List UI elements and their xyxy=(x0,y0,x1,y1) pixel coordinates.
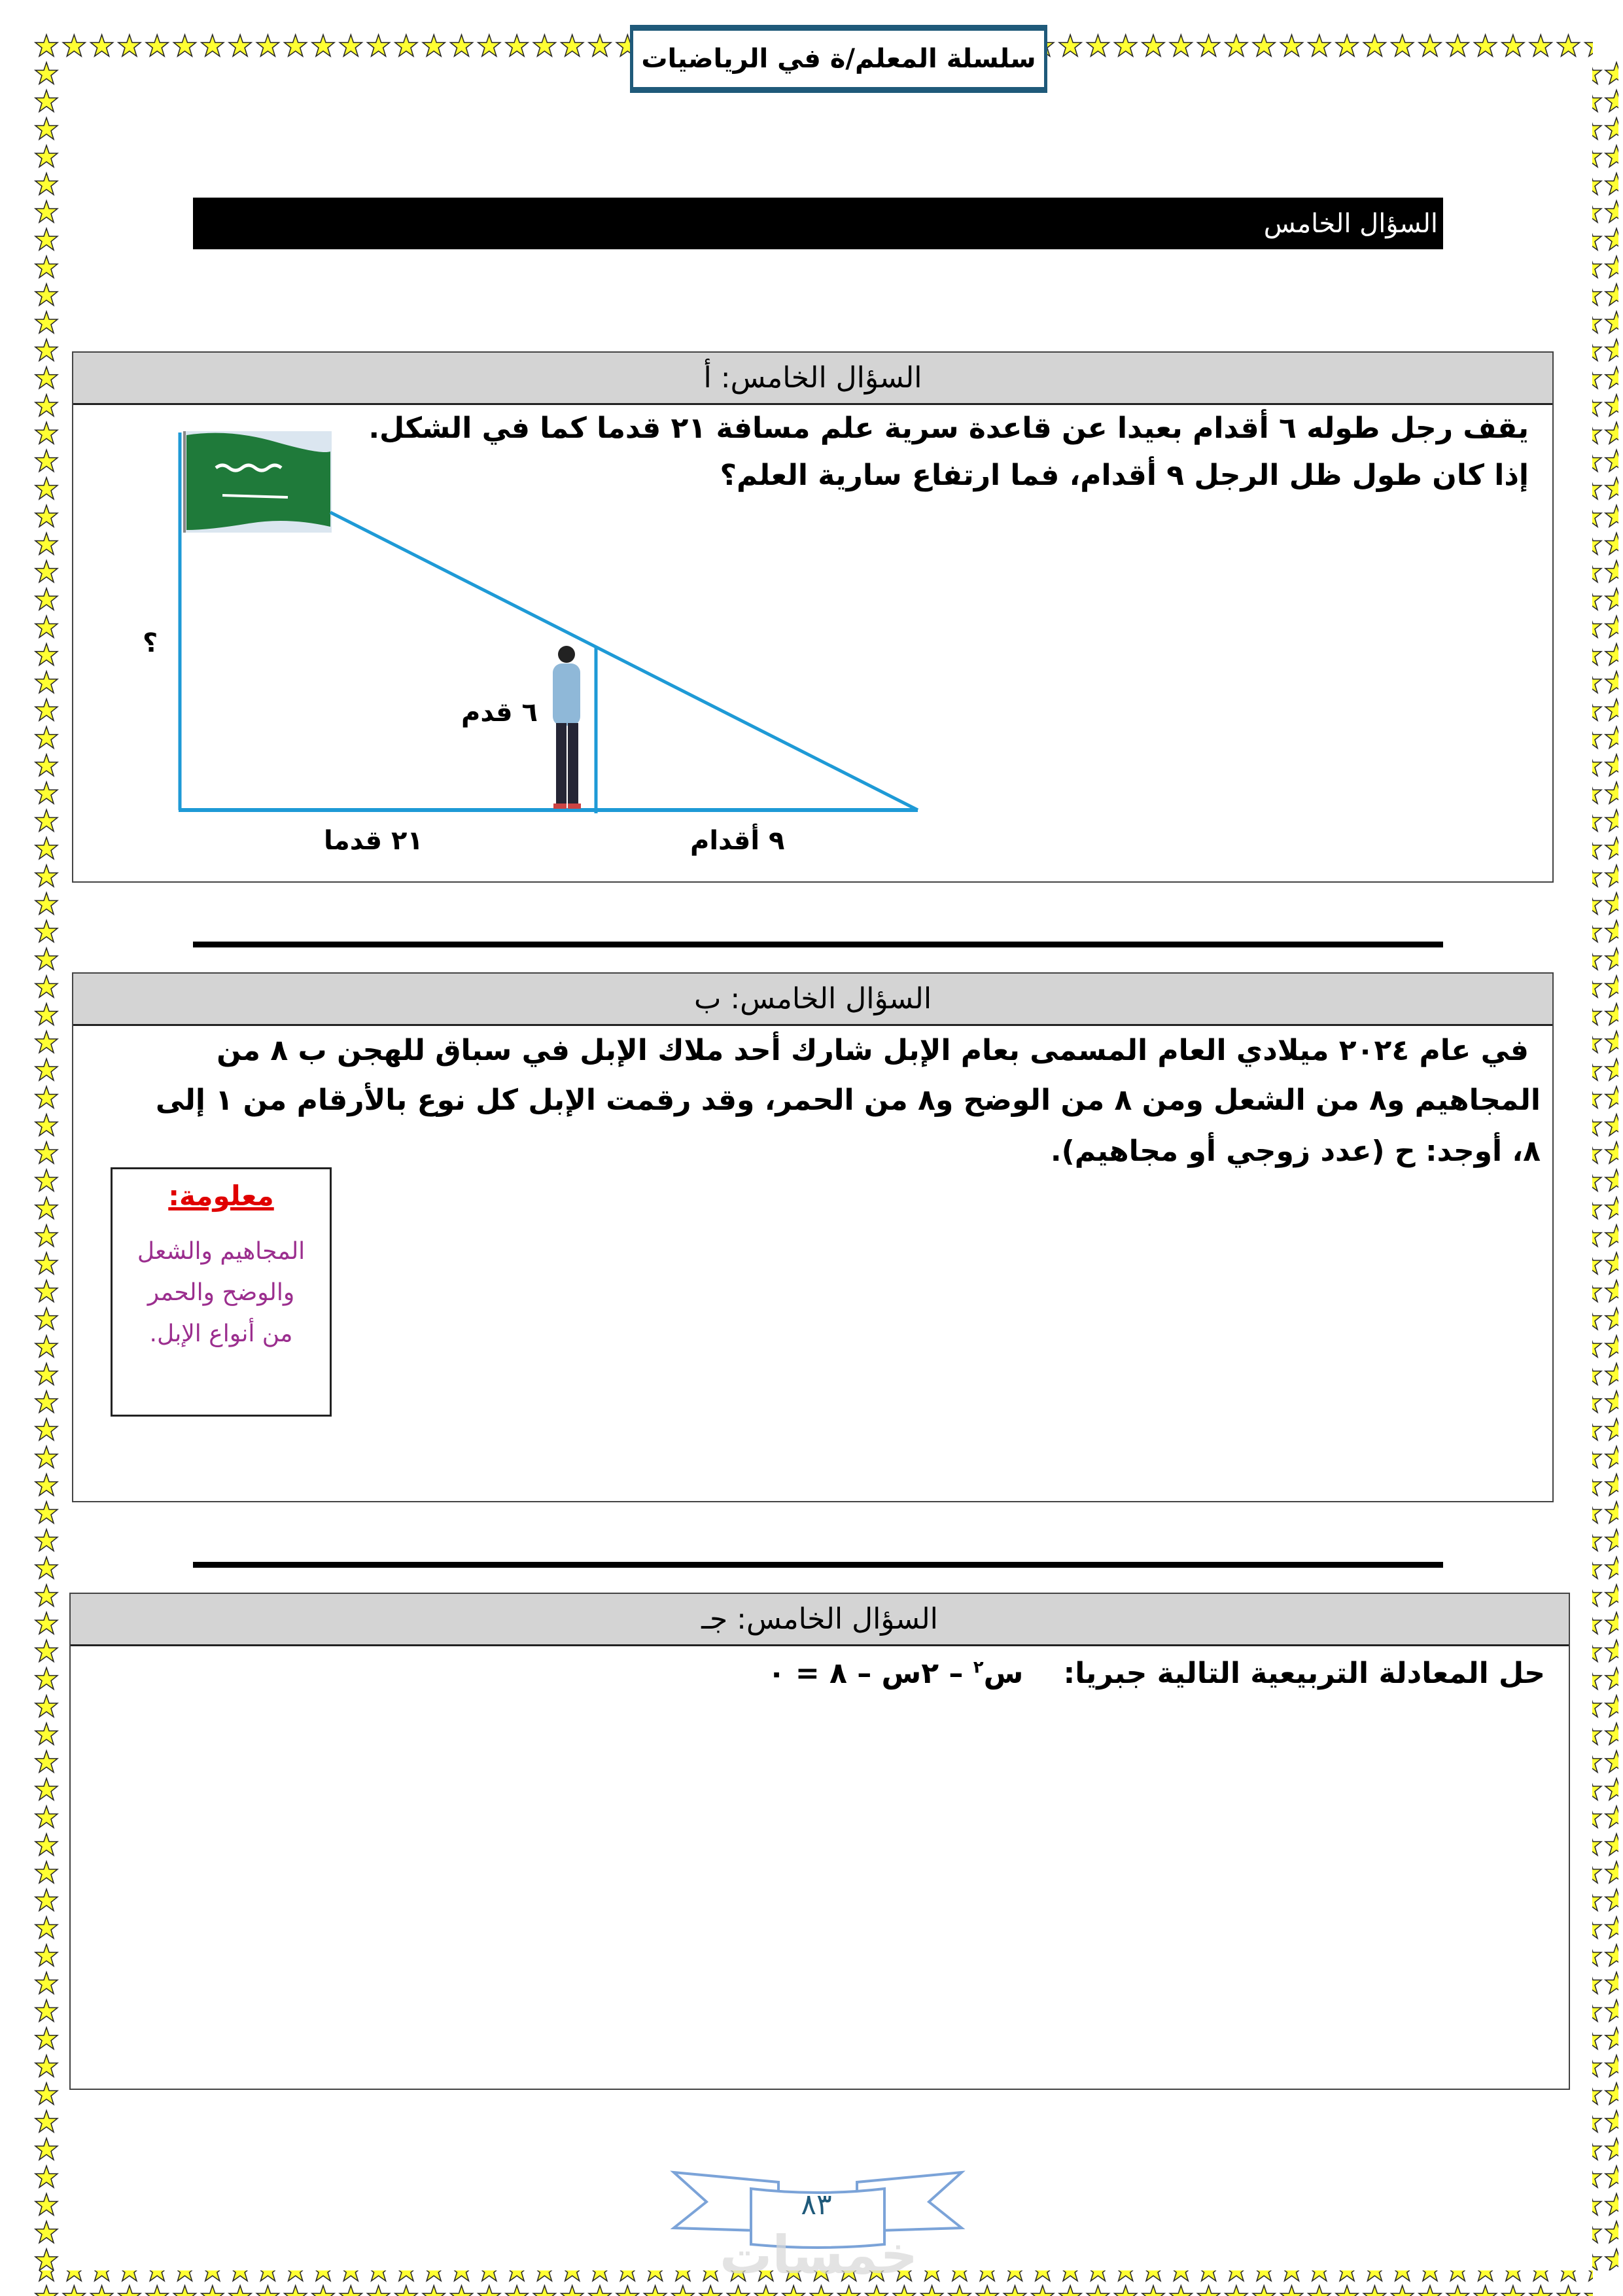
question-b-line-2: المجاهيم و٨ من الشعل ومن ٨ من الوضح و٨ من الحمر، وقد رقمت الإبل كل نوع بالأرقام من ١ إلى xyxy=(155,1084,1541,1117)
equation-rest: – ٢س – ٨ = ٠ xyxy=(767,1657,964,1690)
man-height-label: ٦ قدم xyxy=(461,698,538,728)
question-b-heading: السؤال الخامس: ب xyxy=(73,974,1552,1026)
page-number: ٨٣ xyxy=(801,2188,832,2221)
question-a-heading: السؤال الخامس: أ xyxy=(73,353,1552,405)
question-b-line-3: ٨، أوجد: ح (عدد زوجي أو مجاهيم). xyxy=(1050,1135,1541,1168)
series-title-text: سلسلة المعلم/ة في الرياضيات xyxy=(641,44,1036,74)
info-line: المجاهيم والشعل xyxy=(137,1238,305,1265)
question-b-line-1: في عام ٢٠٢٤ ميلادي العام المسمى بعام الإبل شارك أحد ملاك الإبل في سباق للهجن ب ٨ من xyxy=(217,1034,1529,1067)
info-line: والوضح والحمر xyxy=(147,1279,295,1306)
equation-variable: س xyxy=(983,1657,1024,1690)
equation-exponent: ٢ xyxy=(973,1657,984,1678)
question-a-line-2: إذا كان طول ظل الرجل ٩ أقدام، فما ارتفاع سارية العلم؟ xyxy=(720,459,1529,492)
hypotenuse-line xyxy=(330,512,918,810)
flagpole-height-unknown: ؟ xyxy=(143,628,158,658)
equation-prompt: حل المعادلة التربيعية التالية جبريا: xyxy=(1063,1657,1545,1690)
similar-triangles-diagram xyxy=(0,0,1623,916)
section-bar-label: السؤال الخامس xyxy=(1263,208,1438,239)
flag-image xyxy=(184,431,332,533)
man-figure xyxy=(553,646,581,809)
question-c-heading: السؤال الخامس: جـ xyxy=(71,1594,1569,1646)
info-title: معلومة: xyxy=(168,1180,274,1212)
distance-label: ٢١ قدما xyxy=(324,826,423,856)
question-a-line-1: يقف رجل طوله ٦ أقدام بعيدا عن قاعدة سرية علم مسافة ٢١ قدما كما في الشكل. xyxy=(368,412,1529,445)
info-line: من أنواع الإبل. xyxy=(149,1320,293,1347)
shadow-label: ٩ أقدام xyxy=(690,826,785,856)
divider xyxy=(193,942,1443,947)
watermark: خمسات xyxy=(720,2225,918,2286)
divider xyxy=(193,1562,1443,1568)
info-box xyxy=(111,1167,332,1417)
question-c-equation xyxy=(768,1657,1545,1690)
question-c-box xyxy=(69,1593,1570,2090)
